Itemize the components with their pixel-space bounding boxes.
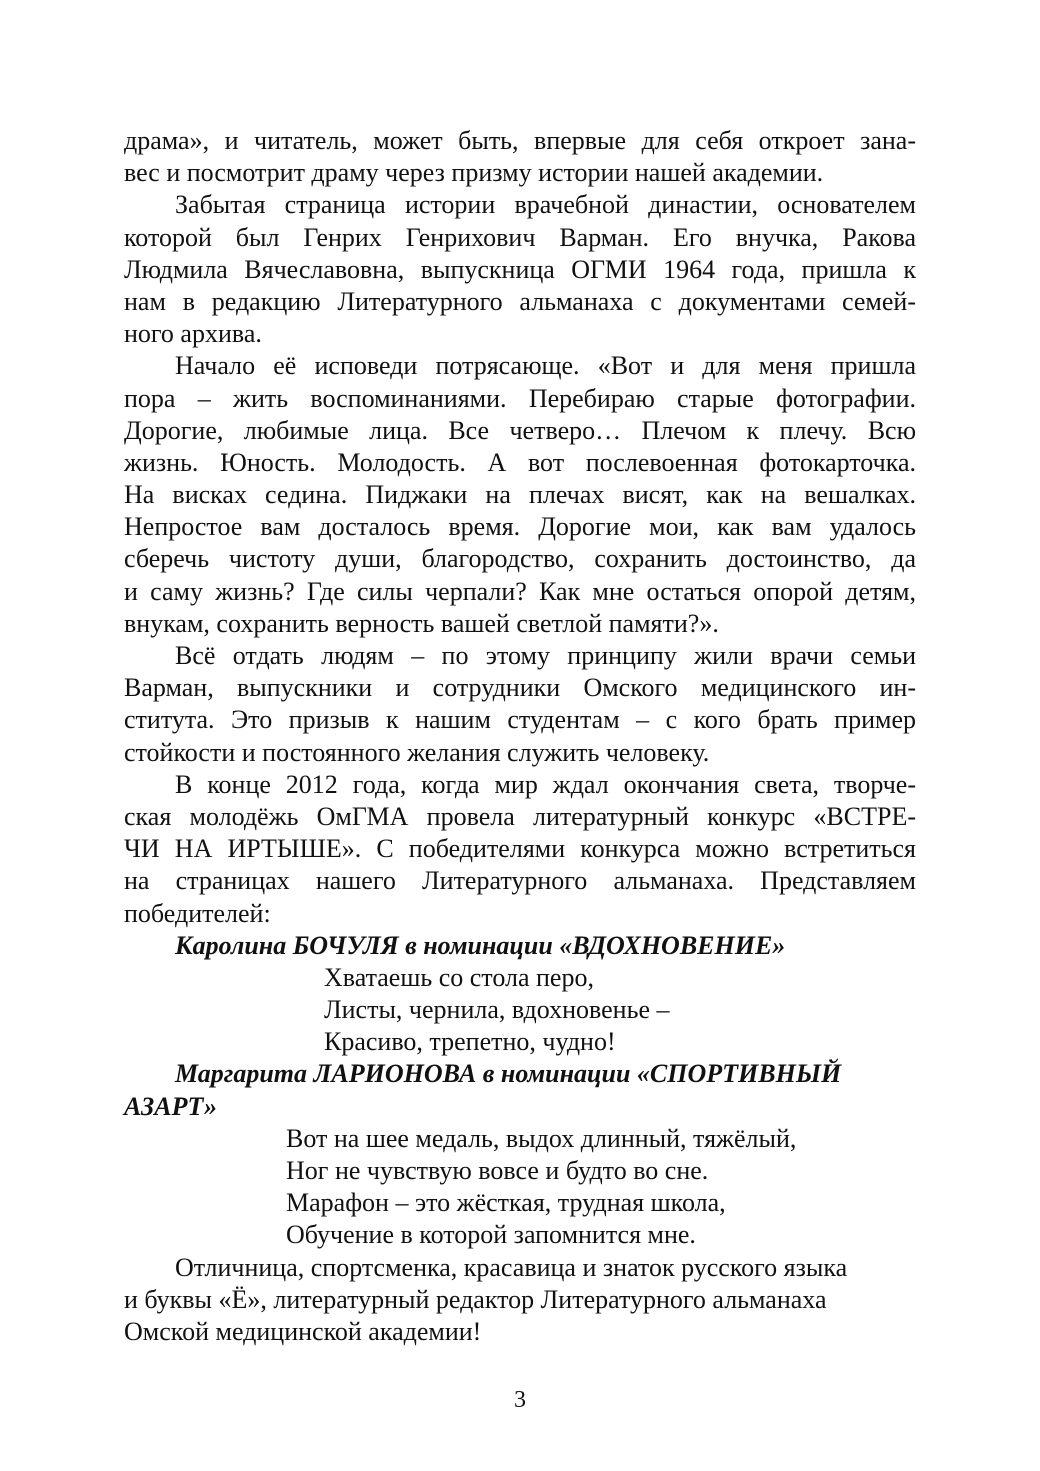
text-line: Варман, выпускники и сотрудники Омского медицинского ин- (124, 673, 916, 703)
text-line: Дорогие, любимые лица. Все четверо… Плечом к плечу. Всю (124, 415, 916, 445)
text-line: На висках седина. Пиджаки на плечах висят, как на вешалках. (124, 480, 916, 510)
winner-2 (124, 1058, 916, 1251)
text-line: Людмила Вячеславовна, выпускница ОГМИ 1964 года, пришла к (124, 254, 916, 284)
text-line: Всё отдать людям – по этому принципу жили врачи семьи (175, 641, 916, 670)
verse-line: Красиво, трепетно, чудно! (324, 1027, 616, 1057)
text-line: Омской медицинской академии! (124, 1316, 482, 1346)
text-line: драма», и читатель, может быть, впервые для себя откроет зана- (124, 126, 916, 155)
text-line: и саму жизнь? Где силы черпали? Как мне остаться опорой детям, (124, 576, 916, 606)
text-line: жизнь. Юность. Молодость. А вот послевоенная фотокарточка. (124, 447, 916, 477)
text-line: ЧИ НА ИРТЫШЕ». С победителями конкурса можно встретиться (124, 834, 916, 864)
verse-line: Марафон – это жёсткая, трудная школа, (286, 1188, 726, 1218)
verse-line: Ног не чувствую вовсе и будто во сне. (286, 1156, 709, 1185)
verse-line: Обучение в которой запомнится мне. (286, 1220, 696, 1250)
page-number: 3 (514, 1387, 526, 1413)
text-line: Забытая страница истории врачебной династии, основателем (175, 190, 916, 220)
text-line: ститута. Это призыв к нашим студентам – с кого брать пример (124, 705, 916, 735)
text-line: победителей: (124, 898, 271, 928)
winner-heading: АЗАРТ» (124, 1091, 217, 1121)
text-line: ного архива. (124, 319, 262, 349)
paragraph-6 (124, 1252, 916, 1349)
text-line: Начало её исповеди потрясающе. «Вот и для меня пришла (175, 351, 916, 381)
verse-line: Хватаешь со стола перо, (324, 962, 594, 992)
text-line: внукам, сохранить верность вашей светлой памяти?». (124, 608, 719, 638)
text-line: на страницах нашего Литературного альманаха. Представляем (124, 866, 916, 896)
text-line: которой был Генрих Генрихович Варман. Его внучка, Ракова (124, 222, 916, 252)
winner-1 (124, 930, 916, 1059)
verse-line: Листы, чернила, вдохновенье – (324, 995, 670, 1025)
verse-line: Вот на шее медаль, выдох длинный, тяжёлый, (286, 1123, 797, 1153)
paragraph-4 (124, 640, 916, 769)
text-line: пора – жить воспоминаниями. Перебираю старые фотографии. (124, 383, 916, 413)
winner-heading: Маргарита ЛАРИОНОВА в номинации «СПОРТИВНЫЙ (175, 1059, 842, 1089)
paragraph-2 (124, 189, 916, 350)
paragraph-1 (124, 125, 916, 189)
text-line: стойкости и постоянного желания служить человеку. (124, 737, 710, 767)
paragraph-5 (124, 769, 916, 930)
text-line: В конце 2012 года, когда мир ждал окончания света, творче- (175, 769, 916, 799)
body-text (124, 125, 916, 1348)
text-line: нам в редакцию Литературного альманаха с документами семей- (124, 286, 916, 316)
winner-heading: Каролина БОЧУЛЯ в номинации «ВДОХНОВЕНИЕ» (175, 930, 786, 960)
text-line: сберечь чистоту души, благородство, сохранить достоинство, да (124, 544, 916, 574)
text-line: Непростое вам досталось время. Дорогие мои, как вам удалось (124, 512, 916, 542)
text-line: вес и посмотрит драму через призму истории нашей академии. (124, 158, 824, 188)
paragraph-3 (124, 350, 916, 640)
text-line: Отличница, спортсменка, красавица и знаток русского языка (175, 1252, 848, 1282)
text-line: ская молодёжь ОмГМА провела литературный конкурс «ВСТРЕ- (124, 801, 916, 831)
text-line: и буквы «Ё», литературный редактор Литературного альманаха (124, 1284, 827, 1314)
